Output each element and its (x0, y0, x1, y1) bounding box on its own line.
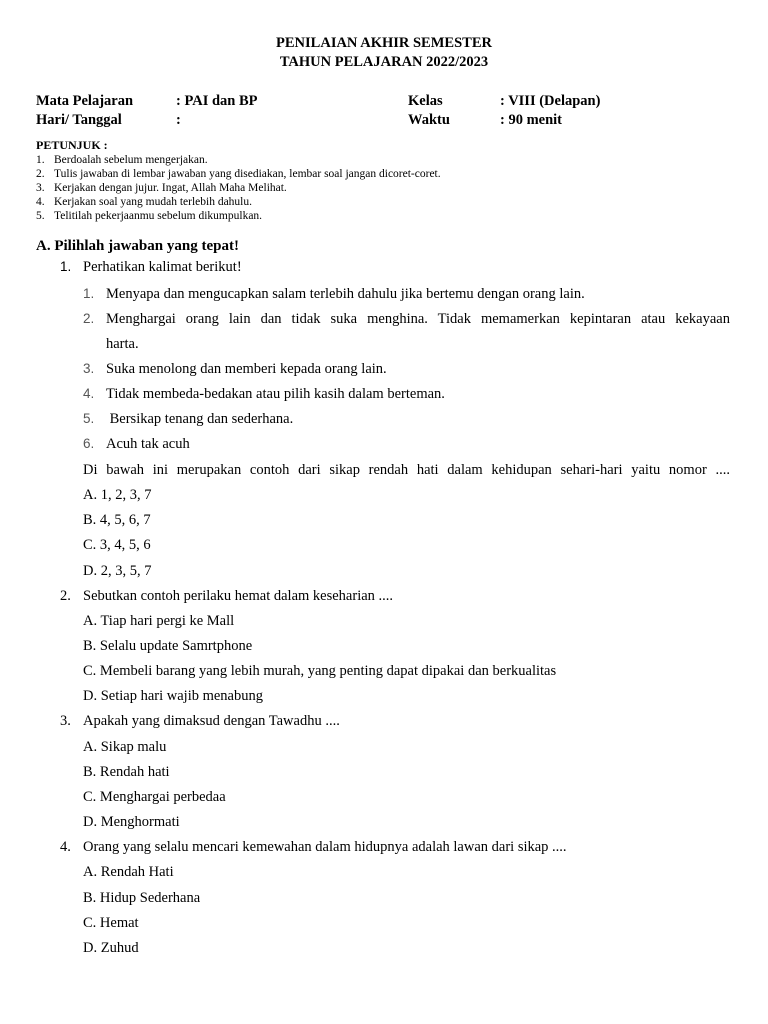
question-number: 2. (60, 588, 71, 604)
statement-text-continued: harta. (106, 336, 139, 352)
instruction-text: Berdoalah sebelum mengerjakan. (54, 154, 208, 166)
statement-number: 6. (83, 436, 95, 451)
instruction-item (36, 154, 736, 166)
subject-value: : PAI dan BP (176, 93, 258, 109)
question-number: 3. (60, 713, 71, 729)
time-value: : 90 menit (500, 112, 563, 128)
instruction-text: Telitilah pekerjaanmu sebelum dikumpulkan. (54, 210, 263, 222)
statement-number: 1. (83, 286, 95, 301)
statement-text: Suka menolong dan memberi kepada orang lain. (106, 361, 387, 377)
class-value: : VIII (Delapan) (500, 93, 601, 109)
instruction-text: Kerjakan dengan jujur. Ingat, Allah Maha Melihat. (54, 182, 287, 194)
statement-text: Tidak membeda-bedakan atau pilih kasih dalam berteman. (106, 386, 445, 402)
instruction-number: 3. (36, 182, 45, 194)
section-title: A. Pilihlah jawaban yang tepat! (36, 238, 239, 254)
instruction-item (36, 210, 736, 222)
answer-option[interactable]: B. 4, 5, 6, 7 (83, 512, 151, 528)
answer-option[interactable]: C. 3, 4, 5, 6 (83, 537, 151, 553)
instruction-item (36, 182, 736, 194)
statement-number: 5. (83, 411, 95, 426)
answer-option[interactable]: D. 2, 3, 5, 7 (83, 563, 152, 579)
statement-text: Bersikap tenang dan sederhana. (106, 411, 294, 427)
answer-option[interactable]: A. Rendah Hati (83, 864, 174, 880)
statement-number: 2. (83, 311, 95, 326)
statement-text: Acuh tak acuh (106, 436, 190, 452)
exam-title: PENILAIAN AKHIR SEMESTER (276, 35, 492, 51)
question-stem: Di bawah ini merupakan contoh dari sikap rendah hati dalam kehidupan sehari-hari yaitu nomor .... (83, 462, 730, 478)
question-number: 1. (60, 259, 72, 274)
answer-option[interactable]: A. Sikap malu (83, 739, 167, 755)
subject-label: Mata Pelajaran (36, 93, 134, 109)
answer-option[interactable]: D. Zuhud (83, 940, 139, 956)
question-number: 4. (60, 839, 71, 855)
question-prompt: Apakah yang dimaksud dengan Tawadhu .... (83, 713, 340, 729)
answer-option[interactable]: C. Membeli barang yang lebih murah, yang penting dapat dipakai dan berkualitas (83, 663, 557, 679)
answer-option[interactable]: B. Rendah hati (83, 764, 170, 780)
instruction-item (36, 196, 736, 208)
answer-option[interactable]: A. 1, 2, 3, 7 (83, 487, 152, 503)
instruction-number: 1. (36, 154, 45, 166)
instructions-heading: PETUNJUK : (36, 138, 108, 152)
class-label: Kelas (408, 93, 443, 109)
instruction-number: 2. (36, 168, 45, 180)
answer-option[interactable]: A. Tiap hari pergi ke Mall (83, 613, 235, 629)
instruction-item (36, 168, 736, 180)
answer-option[interactable]: B. Hidup Sederhana (83, 890, 201, 906)
answer-option[interactable]: B. Selalu update Samrtphone (83, 638, 253, 654)
answer-option[interactable]: C. Hemat (83, 915, 139, 931)
question-prompt: Perhatikan kalimat berikut! (83, 259, 242, 275)
answer-option[interactable]: C. Menghargai perbedaa (83, 789, 226, 805)
question-prompt: Orang yang selalu mencari kemewahan dalam hidupnya adalah lawan dari sikap .... (83, 839, 567, 855)
date-value: : (176, 112, 181, 128)
statement-number: 3. (83, 361, 95, 376)
instruction-text: Kerjakan soal yang mudah terlebih dahulu. (54, 196, 252, 208)
academic-year: TAHUN PELAJARAN 2022/2023 (279, 54, 489, 70)
statement-text: Menghargai orang lain dan tidak suka menghina. Tidak memamerkan kepintaran atau kekayaan (106, 311, 730, 327)
statement-number: 4. (83, 386, 95, 401)
instruction-text: Tulis jawaban di lembar jawaban yang disediakan, lembar soal jangan dicoret-coret. (54, 168, 441, 180)
instruction-number: 5. (36, 210, 45, 222)
question-prompt: Sebutkan contoh perilaku hemat dalam keseharian .... (83, 588, 394, 604)
answer-option[interactable]: D. Setiap hari wajib menabung (83, 688, 263, 704)
statement-text: Menyapa dan mengucapkan salam terlebih dahulu jika bertemu dengan orang lain. (106, 286, 585, 302)
instruction-number: 4. (36, 196, 45, 208)
date-label: Hari/ Tanggal (36, 112, 122, 128)
time-label: Waktu (408, 112, 450, 128)
answer-option[interactable]: D. Menghormati (83, 814, 180, 830)
